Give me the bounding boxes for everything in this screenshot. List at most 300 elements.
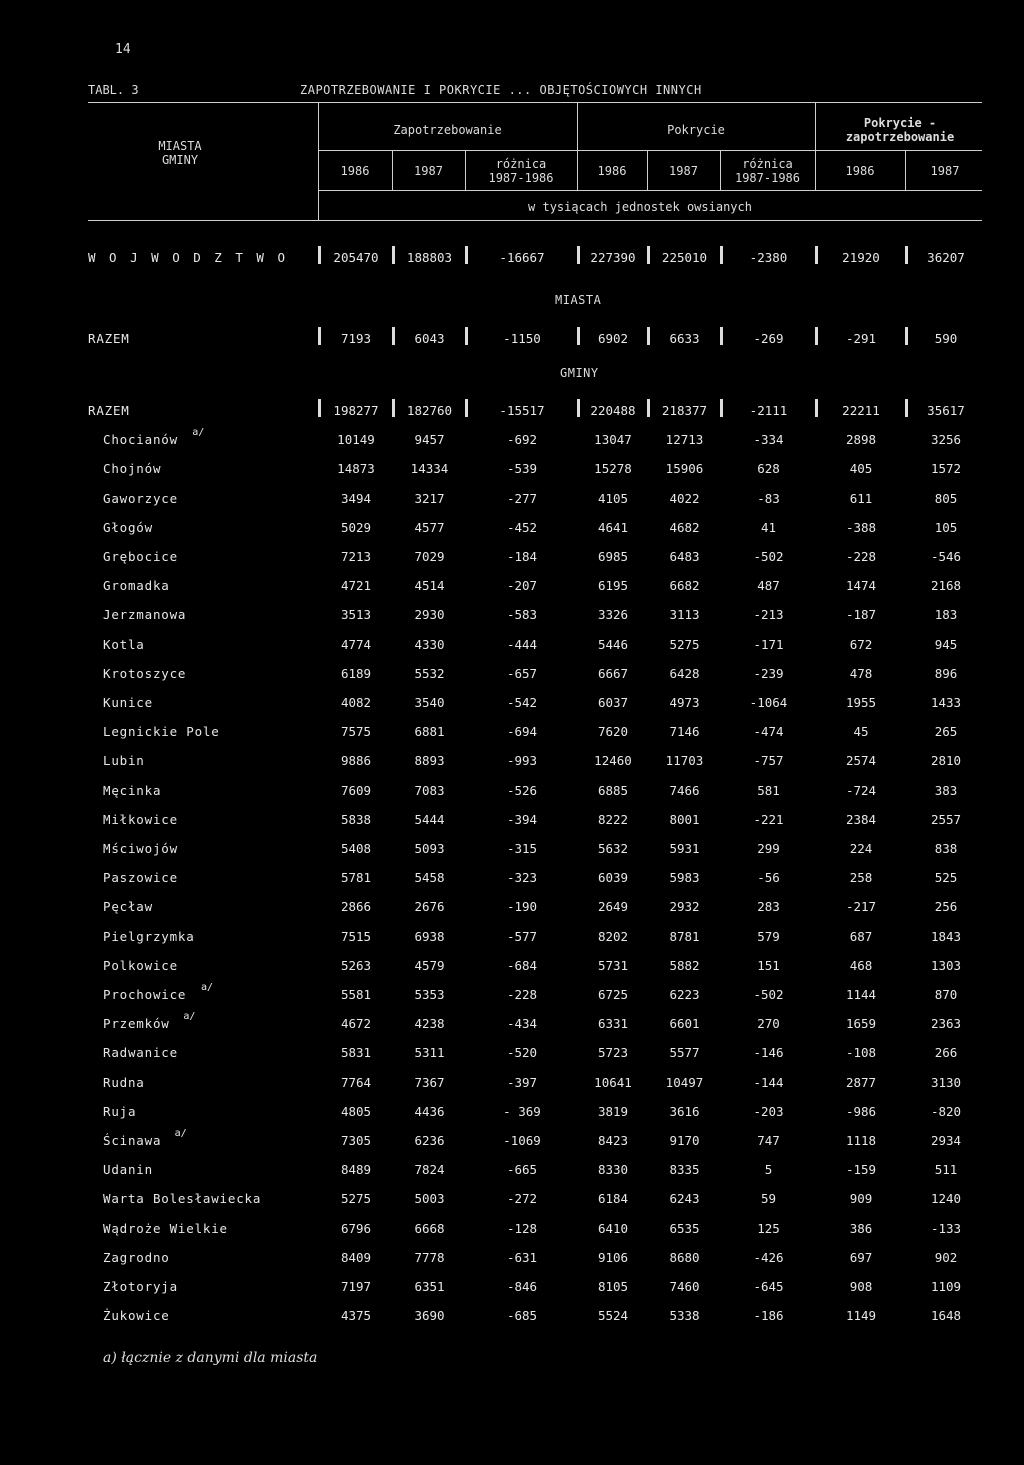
value-cell: 13047: [594, 432, 632, 447]
rule-header-bottom: [88, 220, 982, 221]
value-cell: 5632: [597, 841, 629, 856]
diff-header: różnica 1987-1986: [488, 157, 554, 185]
table-row: [0, 841, 1024, 863]
table-row: [0, 870, 1024, 892]
value-cell: 5831: [340, 1045, 372, 1060]
row-name: Złotoryja: [103, 1279, 178, 1294]
row-name: Kotla: [103, 637, 145, 652]
value-cell: 5275: [340, 1191, 372, 1206]
value-cell: 4682: [669, 520, 700, 535]
row-name: Mściwojów: [103, 841, 178, 856]
value-cell: 579: [757, 929, 780, 944]
value-cell: 3513: [340, 607, 372, 622]
value-cell: 908: [849, 1279, 873, 1294]
value-cell: -502: [753, 549, 784, 564]
group-header-demand: Zapotrzebowanie: [393, 123, 502, 137]
value-cell: 198277: [333, 403, 379, 418]
value-cell: 487: [757, 578, 780, 593]
value-cell: -186: [753, 1308, 784, 1323]
value-cell: 5458: [414, 870, 445, 885]
value-cell: 11703: [665, 753, 704, 768]
value-cell: 299: [757, 841, 780, 856]
value-cell: 258: [849, 870, 873, 885]
value-cell: -388: [845, 520, 877, 535]
year-header: 1987: [930, 164, 960, 178]
year-header: 1987: [669, 164, 698, 178]
table-label: TABL. 3: [88, 83, 139, 97]
value-cell: -452: [506, 520, 538, 535]
row-name: Legnickie Pole: [103, 724, 220, 739]
table-row: [0, 1279, 1024, 1301]
diff-header: różnica 1987-1986: [734, 157, 801, 185]
value-cell: 3326: [597, 607, 629, 622]
value-cell: 5524: [597, 1308, 629, 1323]
value-cell: 5275: [669, 637, 700, 652]
row-name: Krotoszyce: [103, 666, 187, 681]
value-cell: -128: [506, 1221, 538, 1236]
value-cell: 1144: [845, 987, 877, 1002]
rule-years: [318, 190, 982, 191]
value-cell: 6885: [597, 783, 629, 798]
value-cell: 3217: [414, 491, 445, 506]
value-cell: 1303: [930, 958, 962, 973]
value-cell: -577: [506, 929, 538, 944]
table-row: [0, 427, 1024, 454]
value-cell: 5444: [414, 812, 445, 827]
table-row: [0, 666, 1024, 688]
table-row: [0, 607, 1024, 629]
value-cell: 7460: [669, 1279, 700, 1294]
row-name: Ścinawa: [103, 1133, 162, 1148]
row-name: Zagrodno: [103, 1250, 170, 1265]
value-cell: -694: [506, 724, 538, 739]
row-name: Jerzmanowa: [103, 607, 187, 622]
value-cell: 6037: [597, 695, 629, 710]
value-cell: 8335: [669, 1162, 700, 1177]
value-cell: 6428: [669, 666, 700, 681]
value-cell: 590: [934, 331, 958, 346]
value-cell: 6668: [414, 1221, 445, 1236]
value-cell: 468: [849, 958, 873, 973]
value-cell: -520: [506, 1045, 538, 1060]
value-cell: -993: [506, 753, 538, 768]
value-cell: -203: [753, 1104, 784, 1119]
value-cell: 383: [934, 783, 958, 798]
value-cell: 5408: [340, 841, 372, 856]
value-cell: 8781: [669, 929, 700, 944]
value-cell: -269: [753, 331, 784, 346]
value-cell: -171: [753, 637, 784, 652]
value-cell: 7778: [414, 1250, 445, 1265]
year-header: 1986: [597, 164, 627, 178]
value-cell: 105: [934, 520, 958, 535]
footnote-marker: a/: [183, 1011, 196, 1022]
value-cell: 6043: [414, 331, 445, 346]
value-cell: 188803: [406, 250, 453, 265]
value-cell: 4641: [597, 520, 629, 535]
value-cell: -144: [753, 1075, 784, 1090]
value-cell: 902: [934, 1250, 958, 1265]
value-cell: 4672: [340, 1016, 372, 1031]
value-cell: 7515: [340, 929, 372, 944]
value-cell: 5723: [597, 1045, 629, 1060]
value-cell: 6351: [414, 1279, 445, 1294]
value-cell: 9170: [669, 1133, 700, 1148]
value-cell: 5838: [340, 812, 372, 827]
value-cell: 611: [849, 491, 873, 506]
table-row: [0, 578, 1024, 600]
unit-note: w tysiącach jednostek owsianych: [528, 200, 752, 214]
value-cell: -1150: [503, 331, 541, 346]
value-cell: 8893: [414, 753, 445, 768]
value-cell: -146: [753, 1045, 784, 1060]
value-cell: 7466: [669, 783, 700, 798]
value-cell: 5731: [597, 958, 629, 973]
value-cell: 4022: [669, 491, 700, 506]
row-name: Rudna: [103, 1075, 145, 1090]
value-cell: 6331: [597, 1016, 629, 1031]
table-row: [0, 982, 1024, 1009]
value-cell: 909: [849, 1191, 873, 1206]
value-cell: 8489: [340, 1162, 372, 1177]
row-name: Chocianów: [103, 432, 178, 447]
value-cell: 628: [757, 461, 780, 476]
value-cell: 283: [757, 899, 780, 914]
value-cell: -228: [506, 987, 538, 1002]
value-cell: 6195: [597, 578, 629, 593]
value-cell: 2168: [930, 578, 962, 593]
value-cell: -986: [845, 1104, 877, 1119]
value-cell: 4577: [414, 520, 445, 535]
table-row: [0, 1011, 1024, 1038]
value-cell: -213: [753, 607, 784, 622]
value-cell: 3819: [597, 1104, 629, 1119]
value-cell: 3494: [340, 491, 372, 506]
section-label-gminy: GMINY: [560, 366, 599, 380]
footnote-marker: a/: [201, 982, 214, 993]
value-cell: 945: [934, 637, 958, 652]
value-cell: 4973: [669, 695, 700, 710]
value-cell: 7083: [414, 783, 445, 798]
row-name: Ruja: [103, 1104, 137, 1119]
value-cell: 9457: [414, 432, 445, 447]
value-cell: 151: [757, 958, 780, 973]
value-cell: 15906: [665, 461, 704, 476]
group-header-balance: Pokrycie - zapotrzebowanie: [845, 116, 955, 144]
value-cell: -83: [757, 491, 780, 506]
value-cell: 218377: [661, 403, 708, 418]
table-row: [0, 929, 1024, 951]
table-row: [0, 1162, 1024, 1184]
value-cell: 6483: [669, 549, 700, 564]
row-name: Lubin: [103, 753, 145, 768]
footnote: a) łącznie z danymi dla miasta: [103, 1350, 318, 1366]
value-cell: -277: [506, 491, 538, 506]
value-cell: 2934: [930, 1133, 962, 1148]
value-cell: 478: [849, 666, 873, 681]
value-cell: -184: [506, 549, 538, 564]
value-cell: 2649: [597, 899, 629, 914]
value-cell: 205470: [333, 250, 379, 265]
value-cell: 581: [757, 783, 780, 798]
value-cell: 12713: [665, 432, 704, 447]
value-cell: 265: [934, 724, 958, 739]
value-cell: 14873: [337, 461, 375, 476]
value-cell: 3256: [930, 432, 962, 447]
value-cell: 7824: [414, 1162, 445, 1177]
value-cell: -645: [753, 1279, 784, 1294]
value-cell: 59: [760, 1191, 777, 1206]
value-cell: 2363: [930, 1016, 962, 1031]
row-name: Gaworzyce: [103, 491, 178, 506]
value-cell: 8202: [597, 929, 629, 944]
year-header: 1987: [414, 164, 443, 178]
table-row: [0, 958, 1024, 980]
value-cell: 6236: [414, 1133, 445, 1148]
value-cell: 5093: [414, 841, 445, 856]
value-cell: 9886: [340, 753, 372, 768]
year-header: 1986: [845, 164, 875, 178]
value-cell: 6667: [597, 666, 629, 681]
value-cell: 8105: [597, 1279, 629, 1294]
value-cell: 697: [849, 1250, 873, 1265]
value-cell: 8330: [597, 1162, 629, 1177]
value-cell: 5581: [340, 987, 372, 1002]
value-cell: 4082: [340, 695, 372, 710]
value-cell: 6039: [597, 870, 629, 885]
value-cell: 2810: [930, 753, 962, 768]
value-cell: 5983: [669, 870, 700, 885]
value-cell: 2384: [845, 812, 877, 827]
value-cell: 4721: [340, 578, 372, 593]
value-cell: 5532: [414, 666, 445, 681]
value-cell: 747: [757, 1133, 780, 1148]
value-cell: -187: [845, 607, 877, 622]
value-cell: 6682: [669, 578, 700, 593]
row-name: Żukowice: [103, 1308, 170, 1323]
table-row: [0, 1045, 1024, 1067]
value-cell: 1433: [930, 695, 962, 710]
value-cell: 8001: [669, 812, 700, 827]
row-name: Paszowice: [103, 870, 178, 885]
value-cell: 1659: [845, 1016, 877, 1031]
value-cell: 7305: [340, 1133, 372, 1148]
value-cell: -685: [506, 1308, 538, 1323]
table-row: [0, 461, 1024, 483]
value-cell: 9106: [597, 1250, 629, 1265]
value-cell: -434: [506, 1016, 538, 1031]
value-cell: 6243: [669, 1191, 700, 1206]
value-cell: -474: [753, 724, 784, 739]
value-cell: 5263: [340, 958, 372, 973]
value-cell: 2877: [845, 1075, 877, 1090]
row-name: Prochowice: [103, 987, 187, 1002]
value-cell: 45: [853, 724, 869, 739]
value-cell: -539: [506, 461, 538, 476]
value-cell: -217: [845, 899, 877, 914]
value-cell: 6223: [669, 987, 700, 1002]
row-name: Pielgrzymka: [103, 929, 195, 944]
value-cell: -334: [753, 432, 784, 447]
voivodeship-row: [0, 250, 1024, 272]
rule-subheader: [318, 150, 982, 151]
value-cell: 8222: [597, 812, 629, 827]
value-cell: 2574: [845, 753, 877, 768]
value-cell: 6410: [597, 1221, 629, 1236]
value-cell: -15517: [499, 403, 545, 418]
value-cell: 4375: [340, 1308, 372, 1323]
value-cell: 4774: [340, 637, 372, 652]
value-cell: 687: [849, 929, 873, 944]
row-name: W O J W O D Z T W O: [88, 250, 288, 265]
page-number: 14: [115, 42, 131, 57]
value-cell: 7609: [340, 783, 372, 798]
value-cell: 6601: [669, 1016, 700, 1031]
value-cell: 4805: [340, 1104, 372, 1119]
value-cell: 5931: [669, 841, 700, 856]
row-name: Miłkowice: [103, 812, 178, 827]
value-cell: 35617: [927, 403, 965, 418]
value-cell: 7193: [340, 331, 372, 346]
value-cell: 5311: [414, 1045, 445, 1060]
value-cell: 2932: [669, 899, 700, 914]
value-cell: 1843: [930, 929, 962, 944]
table-row: [0, 1075, 1024, 1097]
value-cell: 5029: [340, 520, 372, 535]
table-row: [0, 1191, 1024, 1213]
value-cell: 220488: [590, 403, 636, 418]
value-cell: 1955: [845, 695, 877, 710]
value-cell: 896: [934, 666, 958, 681]
value-cell: 1240: [930, 1191, 962, 1206]
row-name: Pęcław: [103, 899, 153, 914]
value-cell: -394: [506, 812, 538, 827]
row-name: Gromadka: [103, 578, 170, 593]
value-cell: -239: [753, 666, 784, 681]
value-cell: -542: [506, 695, 538, 710]
value-cell: 4579: [414, 958, 445, 973]
value-cell: 3690: [414, 1308, 445, 1323]
value-cell: 41: [760, 520, 777, 535]
table-row: [0, 520, 1024, 542]
row-name: Warta Bolesławiecka: [103, 1191, 262, 1206]
value-cell: 6535: [669, 1221, 700, 1236]
value-cell: 21920: [842, 250, 880, 265]
table-row: [0, 1128, 1024, 1155]
row-name: Udanin: [103, 1162, 153, 1177]
value-cell: 5446: [597, 637, 629, 652]
value-cell: -692: [506, 432, 538, 447]
value-cell: 10497: [665, 1075, 704, 1090]
row-name: Grębocice: [103, 549, 178, 564]
value-cell: 1572: [930, 461, 962, 476]
value-cell: -724: [845, 783, 877, 798]
value-cell: 5577: [669, 1045, 700, 1060]
value-cell: 8680: [669, 1250, 700, 1265]
value-cell: 6189: [340, 666, 372, 681]
value-cell: -502: [753, 987, 784, 1002]
value-cell: 1109: [930, 1279, 962, 1294]
value-cell: -272: [506, 1191, 538, 1206]
table-row: [0, 1250, 1024, 1272]
value-cell: 7367: [414, 1075, 445, 1090]
value-cell: -56: [757, 870, 780, 885]
value-cell: 4105: [597, 491, 629, 506]
value-cell: 5: [764, 1162, 773, 1177]
value-cell: 7146: [669, 724, 700, 739]
table-row: [0, 1104, 1024, 1126]
table-row: [0, 403, 1024, 425]
row-name: Chojnów: [103, 461, 162, 476]
value-cell: -133: [930, 1221, 962, 1236]
cities-total-row: [0, 331, 1024, 353]
value-cell: -190: [506, 899, 538, 914]
value-cell: 5003: [414, 1191, 445, 1206]
row-name: RAZEM: [88, 403, 130, 418]
row-name: RAZEM: [88, 331, 130, 346]
value-cell: -2380: [749, 250, 788, 265]
value-cell: -291: [845, 331, 877, 346]
value-cell: -108: [845, 1045, 877, 1060]
value-cell: - 369: [503, 1104, 541, 1119]
value-cell: 6796: [340, 1221, 372, 1236]
value-cell: -526: [506, 783, 538, 798]
table-row: [0, 1221, 1024, 1243]
value-cell: 5353: [414, 987, 445, 1002]
value-cell: 12460: [594, 753, 632, 768]
table-row: [0, 549, 1024, 571]
value-cell: 5781: [340, 870, 372, 885]
value-cell: 7197: [340, 1279, 372, 1294]
value-cell: -1069: [503, 1133, 541, 1148]
value-cell: 1474: [845, 578, 877, 593]
value-cell: 8409: [340, 1250, 372, 1265]
value-cell: 511: [934, 1162, 958, 1177]
value-cell: 2930: [414, 607, 445, 622]
value-cell: 5882: [669, 958, 700, 973]
value-cell: -684: [506, 958, 538, 973]
value-cell: -846: [506, 1279, 538, 1294]
value-cell: 14334: [410, 461, 449, 476]
value-cell: 7764: [340, 1075, 372, 1090]
value-cell: 3113: [669, 607, 700, 622]
footnote-marker: a/: [174, 1128, 187, 1139]
value-cell: -546: [930, 549, 962, 564]
value-cell: 6725: [597, 987, 629, 1002]
row-name: Głogów: [103, 520, 153, 535]
value-cell: 2898: [845, 432, 877, 447]
value-cell: 5338: [669, 1308, 700, 1323]
value-cell: 15278: [594, 461, 632, 476]
table-row: [0, 491, 1024, 513]
value-cell: -631: [506, 1250, 538, 1265]
value-cell: 270: [757, 1016, 780, 1031]
section-label-cities: MIASTA: [555, 293, 602, 307]
value-cell: -159: [845, 1162, 877, 1177]
year-header: 1986: [340, 164, 370, 178]
value-cell: 1149: [845, 1308, 877, 1323]
value-cell: 386: [849, 1221, 873, 1236]
row-name: Radwanice: [103, 1045, 178, 1060]
row-name: Przemków: [103, 1016, 170, 1031]
group-header-coverage: Pokrycie: [667, 123, 725, 137]
value-cell: 4330: [414, 637, 445, 652]
value-cell: 6633: [669, 331, 700, 346]
value-cell: 4238: [414, 1016, 445, 1031]
footnote-marker: a/: [192, 427, 205, 438]
value-cell: 2557: [930, 812, 962, 827]
table-title: ZAPOTRZEBOWANIE I POKRYCIE ... OBJĘTOŚCIOWYCH INNYCH: [300, 83, 702, 97]
